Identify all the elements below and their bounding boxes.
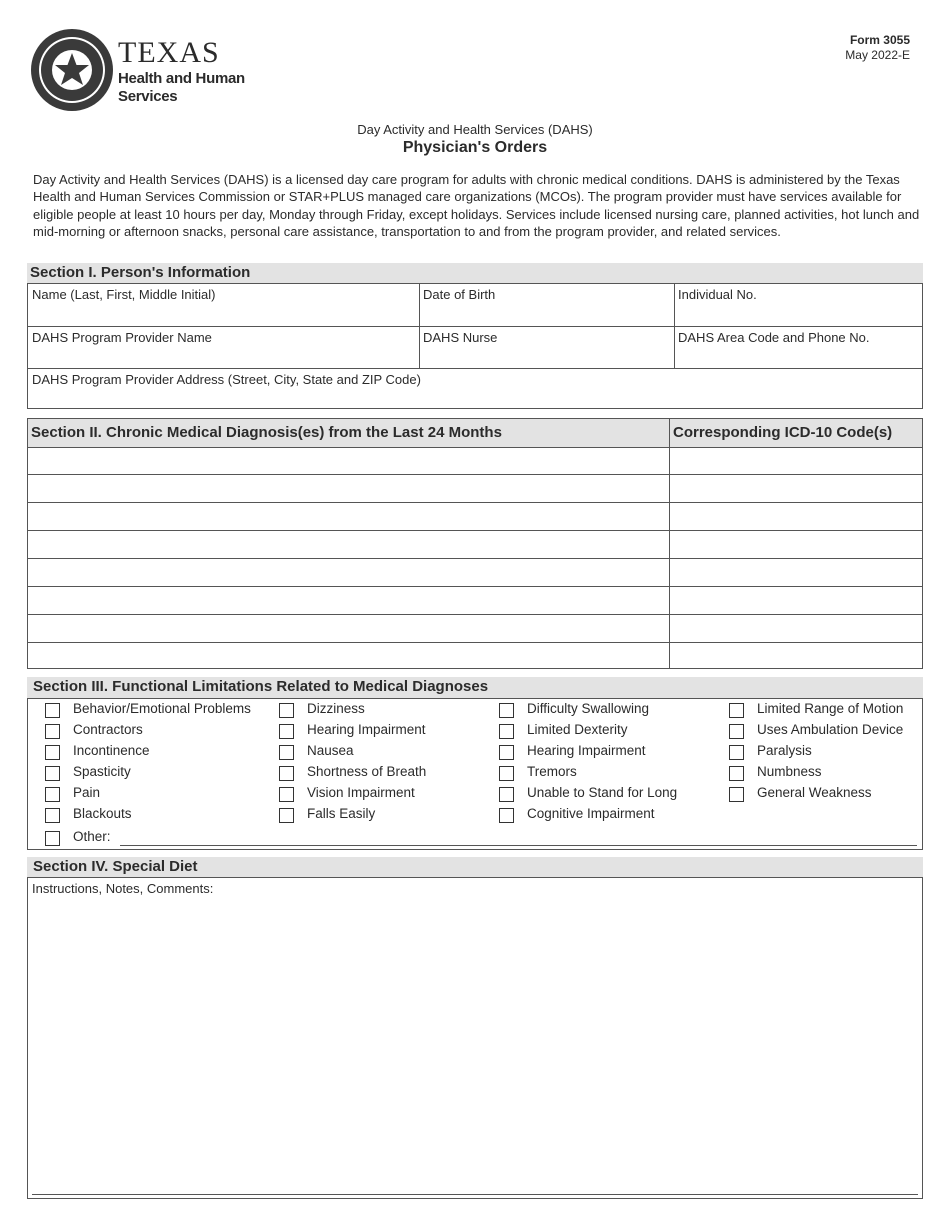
name-field[interactable]: Name (Last, First, Middle Initial) — [32, 287, 216, 302]
checkbox-label: Nausea — [307, 743, 354, 758]
section4-heading: Section IV. Special Diet — [27, 857, 923, 877]
other-label: Other: — [73, 829, 111, 844]
section1-heading: Section I. Person's Information — [27, 263, 923, 283]
program-name: Day Activity and Health Services (DAHS) — [357, 122, 593, 137]
checkbox-contractors[interactable] — [45, 724, 60, 739]
checkbox-label: Hearing Impairment — [307, 722, 426, 737]
hhs-logo — [30, 28, 260, 114]
intro-paragraph: Day Activity and Health Services (DAHS) is a licensed day care program for adults with chronic medical conditions. DAHS is administered by the Texas Health and Human Services Commission or STAR+PLUS managed care organizations (MCOs). The program provider must have services available for eligible people at least 10 hours per day, Monday through Friday, except holidays. Services include licensed nursing care, planned activities, hot lunch and mid-morning or afternoon snacks, personal care assistance, transportation to and from the program provider, and related services. — [33, 172, 920, 240]
checkbox-label: Shortness of Breath — [307, 764, 427, 779]
phone-field[interactable]: DAHS Area Code and Phone No. — [678, 330, 870, 345]
checkbox-paralysis[interactable] — [729, 745, 744, 760]
form-number-block — [845, 33, 910, 63]
bottom-rule — [32, 1194, 918, 1195]
checkbox-label: Numbness — [757, 764, 822, 779]
logo-agency-text: Health and Human Services — [118, 70, 245, 105]
individual-no-field[interactable]: Individual No. — [678, 287, 757, 302]
provider-address-field[interactable]: DAHS Program Provider Address (Street, City, State and ZIP Code) — [32, 372, 421, 387]
special-diet-notes-box[interactable] — [27, 877, 923, 1199]
checkbox-spasticity[interactable] — [45, 766, 60, 781]
checkbox-cognitive-impairment[interactable] — [499, 808, 514, 823]
checkbox-dizziness[interactable] — [279, 703, 294, 718]
checkbox-numbness[interactable] — [729, 766, 744, 781]
checkbox-label: Dizziness — [307, 701, 365, 716]
checkbox-unable-to-stand[interactable] — [499, 787, 514, 802]
checkbox-limited-range-of-motion[interactable] — [729, 703, 744, 718]
checkbox-label: Falls Easily — [307, 806, 376, 821]
checkbox-tremors[interactable] — [499, 766, 514, 781]
page-title: Physician's Orders — [402, 139, 548, 156]
checkbox-label: Limited Range of Motion — [757, 701, 904, 716]
checkbox-label: Vision Impairment — [307, 785, 415, 800]
checkbox-label: Contractors — [73, 722, 143, 737]
checkbox-label: Difficulty Swallowing — [527, 701, 650, 716]
form-date: May 2022-E — [845, 48, 910, 62]
instructions-label: Instructions, Notes, Comments: — [32, 881, 214, 896]
section3-box — [27, 698, 923, 850]
checkbox-label: Spasticity — [73, 764, 131, 779]
icd-heading: Corresponding ICD-10 Code(s) — [670, 419, 922, 447]
other-input-line[interactable] — [120, 845, 917, 846]
checkbox-vision-impairment[interactable] — [279, 787, 294, 802]
dob-field[interactable]: Date of Birth — [423, 287, 496, 302]
checkbox-behavior[interactable] — [45, 703, 60, 718]
checkbox-nausea[interactable] — [279, 745, 294, 760]
checkbox-difficulty-swallowing[interactable] — [499, 703, 514, 718]
checkbox-label: Uses Ambulation Device — [757, 722, 904, 737]
checkbox-hearing-impairment-2[interactable] — [499, 745, 514, 760]
checkbox-other[interactable] — [45, 831, 60, 846]
checkbox-incontinence[interactable] — [45, 745, 60, 760]
checkbox-label: Tremors — [527, 764, 577, 779]
checkbox-label: Limited Dexterity — [527, 722, 628, 737]
checkbox-label: Incontinence — [73, 743, 150, 758]
checkbox-hearing-impairment[interactable] — [279, 724, 294, 739]
checkbox-label: Unable to Stand for Long — [527, 785, 678, 800]
form-number: Form 3055 — [849, 33, 910, 47]
logo-state-text: TEXAS — [118, 36, 220, 69]
checkbox-label: Cognitive Impairment — [527, 806, 655, 821]
checkbox-label: General Weakness — [757, 785, 872, 800]
section1-box — [27, 283, 923, 409]
checkbox-pain[interactable] — [45, 787, 60, 802]
checkbox-falls-easily[interactable] — [279, 808, 294, 823]
section2-table — [27, 418, 923, 669]
section3-heading: Section III. Functional Limitations Related to Medical Diagnoses — [27, 677, 923, 698]
checkbox-shortness-of-breath[interactable] — [279, 766, 294, 781]
section2-heading: Section II. Chronic Medical Diagnosis(es) from the Last 24 Months — [28, 419, 669, 447]
checkbox-label: Blackouts — [73, 806, 132, 821]
texas-seal-icon — [30, 28, 114, 112]
checkbox-label: Behavior/Emotional Problems — [73, 701, 251, 716]
checkbox-label: Hearing Impairment — [527, 743, 646, 758]
checkbox-blackouts[interactable] — [45, 808, 60, 823]
checkbox-label: Pain — [73, 785, 101, 800]
checkbox-uses-ambulation-device[interactable] — [729, 724, 744, 739]
checkbox-general-weakness[interactable] — [729, 787, 744, 802]
checkbox-label: Paralysis — [757, 743, 812, 758]
provider-name-field[interactable]: DAHS Program Provider Name — [32, 330, 212, 345]
checkbox-limited-dexterity[interactable] — [499, 724, 514, 739]
nurse-field[interactable]: DAHS Nurse — [423, 330, 498, 345]
